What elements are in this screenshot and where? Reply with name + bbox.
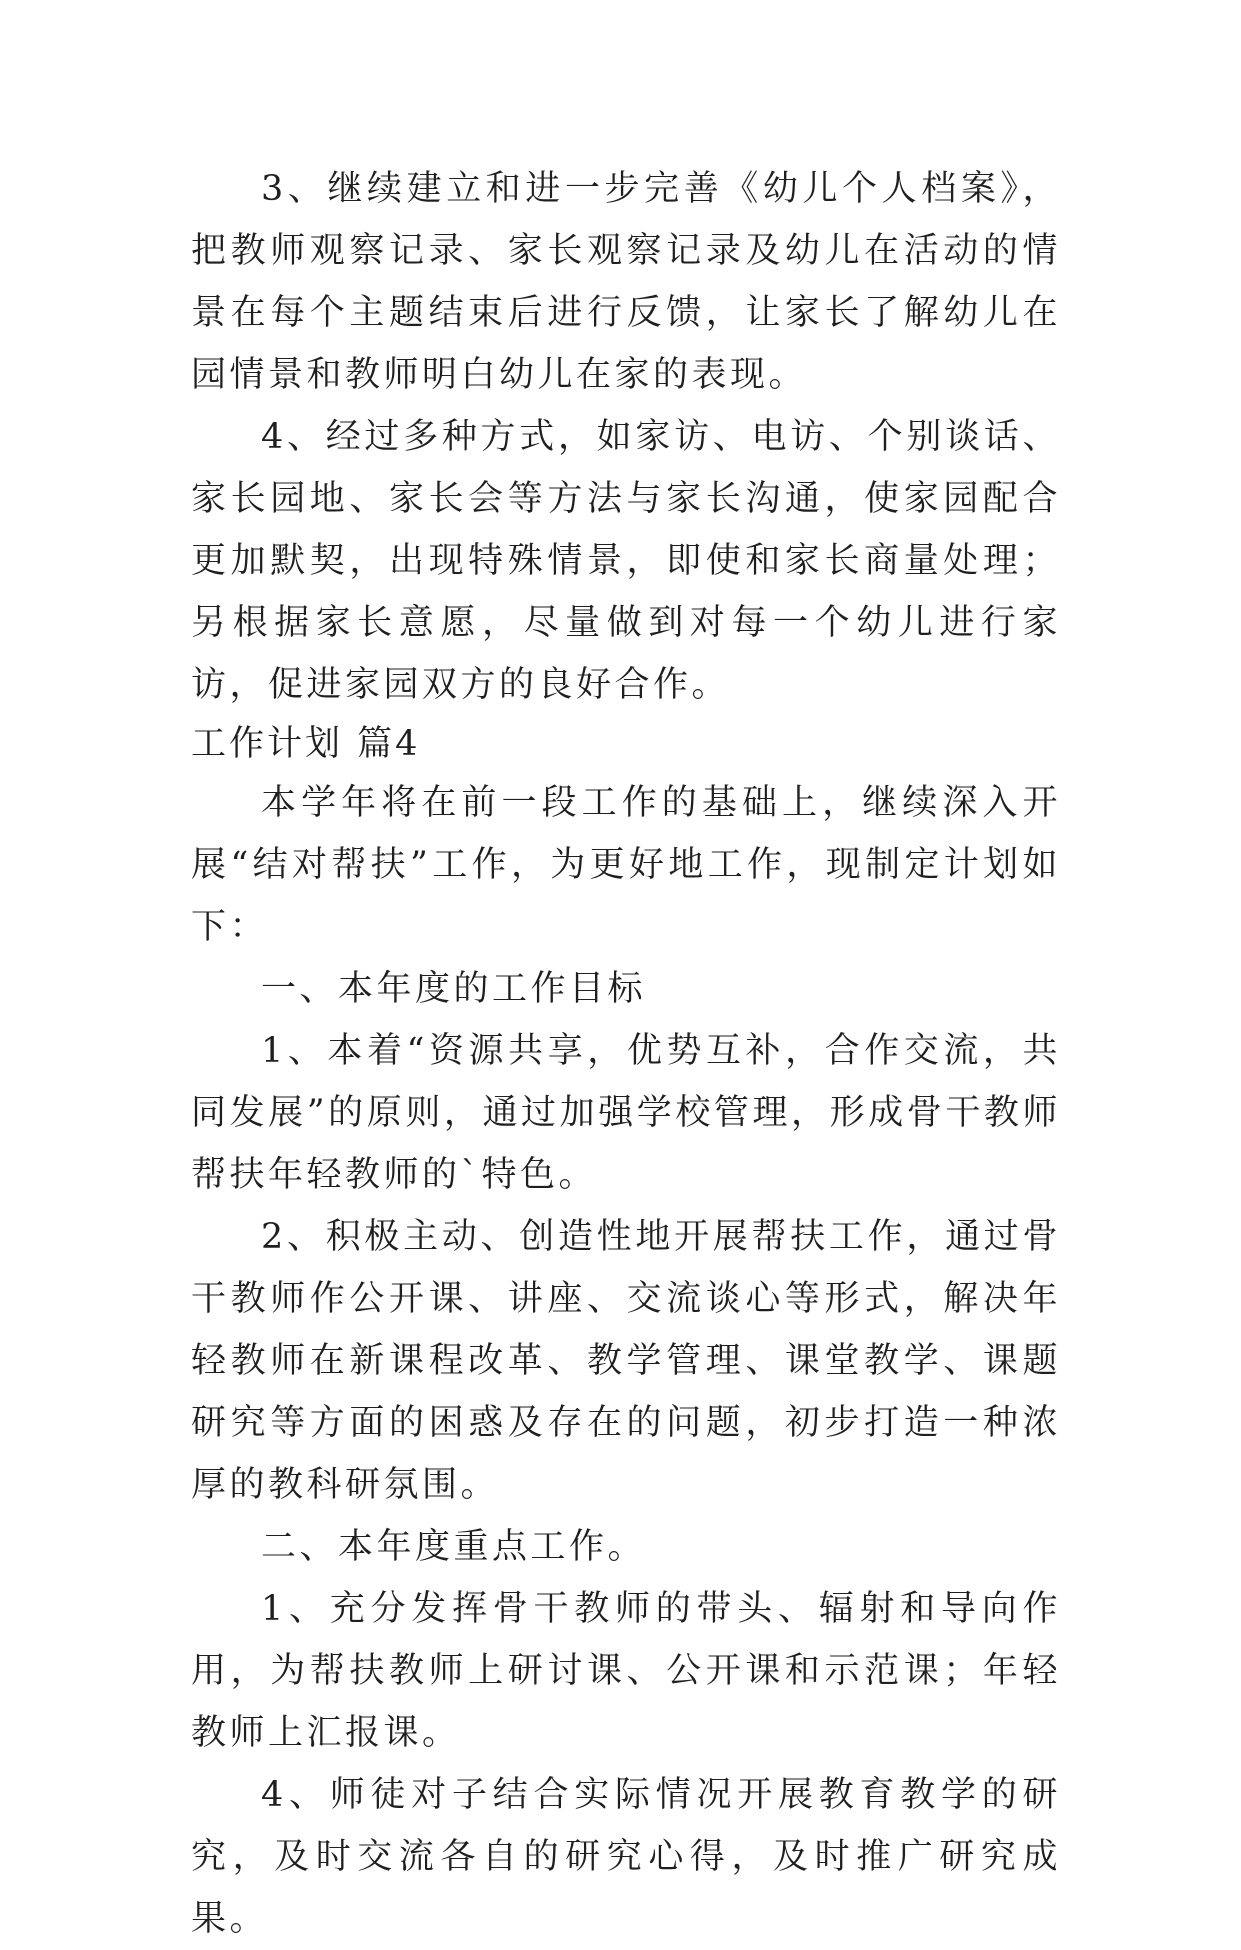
paragraph-work-4: 4、师徒对子结合实际情况开展教育教学的研究，及时交流各自的研究心得，及时推广研究成果。 bbox=[191, 1775, 1061, 1939]
paragraph-work-1: 1、充分发挥骨干教师的带头、辐射和导向作用，为帮扶教师上研讨课、公开课和示范课；年轻教师上汇报课。 bbox=[191, 1589, 1061, 1753]
section-heading: 工作计划 篇4 bbox=[191, 724, 421, 764]
document-body bbox=[191, 158, 1061, 1950]
paragraph-goal-1: 1、本着“资源共享，优势互补，合作交流，共同发展”的原则，通过加强学校管理，形成骨干教师帮扶年轻教师的`特色。 bbox=[191, 1031, 1061, 1195]
paragraph-archive: 3、继续建立和进一步完善《幼儿个人档案》，把教师观察记录、家长观察记录及幼儿在活动的情景在每个主题结束后进行反馈，让家长了解幼儿在园情景和教师明白幼儿在家的表现。 bbox=[191, 169, 1061, 395]
subheading-key-work: 二、本年度重点工作。 bbox=[261, 1527, 647, 1567]
subheading-goals: 一、本年度的工作目标 bbox=[261, 969, 647, 1009]
paragraph-goal-2: 2、积极主动、创造性地开展帮扶工作，通过骨干教师作公开课、讲座、交流谈心等形式，解决年轻教师在新课程改革、教学管理、课堂教学、课题研究等方面的困惑及存在的问题，初步打造一种浓厚的教科研氛围。 bbox=[191, 1217, 1061, 1505]
paragraph-communication: 4、经过多种方式，如家访、电访、个别谈话、家长园地、家长会等方法与家长沟通，使家园配合更加默契，出现特殊情景，即使和家长商量处理；另根据家长意愿，尽量做到对每一个幼儿进行家访，促进家园双方的良好合作。 bbox=[191, 417, 1061, 705]
paragraph-intro: 本学年将在前一段工作的基础上，继续深入开展“结对帮扶”工作，为更好地工作，现制定计划如下： bbox=[191, 783, 1061, 947]
